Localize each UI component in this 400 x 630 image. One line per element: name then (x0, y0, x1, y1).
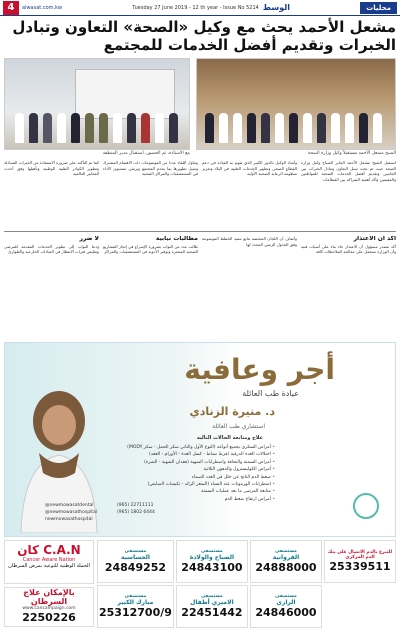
page-number: 4 (3, 1, 19, 15)
can-logo: كان C.A.N (17, 543, 81, 557)
hospital-phone-grid (97, 540, 396, 628)
top-bar (0, 0, 400, 16)
article-subhead: أكد أن الاعتذار (353, 236, 396, 242)
article-headline: مشعل الأحمد يحث مع وكيل «الصحة» التعاون وتبادل الخبرات وتقديم أفضل الخدمات للمجتمع (12, 18, 396, 54)
social-handle[interactable]: newmowasathospital (45, 517, 93, 522)
campaign-site[interactable]: www.cancampaign.com (22, 606, 76, 611)
person-figure (317, 113, 326, 143)
article-column (103, 236, 198, 336)
cancer-hotline-box (4, 587, 94, 627)
social-handles (45, 503, 97, 524)
person-figure (57, 113, 66, 143)
cell-category: للتبرع بالدم الاتصال على بنك الدم المركزي (327, 550, 393, 560)
campaign-name-en: Cancer Aware Nation (22, 557, 76, 563)
directory-cell (176, 540, 248, 583)
hotline-number[interactable]: 2250226 (22, 611, 76, 624)
blood-bank-cell (324, 540, 396, 583)
cell-phone[interactable]: 24888000 (255, 561, 317, 574)
person-figure (127, 113, 136, 143)
hospital-logo-icon (353, 493, 379, 519)
cell-name: الصباح والولادة (189, 554, 235, 561)
ad-title: أجر وعافية (184, 353, 335, 386)
article-column (301, 236, 396, 336)
cell-category: مستشفى (201, 594, 223, 599)
article-body (4, 160, 396, 228)
section-divider (4, 231, 396, 232)
campaign-name-ar: الحملة الوطنية للتوعية بمرض السرطان (8, 563, 90, 569)
list-item: • ضغط الدم الناتج عن خلل في الغدد الصماء (115, 475, 275, 480)
lower-articles (4, 236, 396, 336)
directory-cell (250, 585, 322, 628)
person-figure (359, 113, 368, 143)
person-figure (303, 113, 312, 143)
article-column: وأشاد الوكيل بالدور الكبير الذي تقوم به القيادة في دعم القطاع الصحي وتطوير الخدمات الطبية في البلاد وتعزيز منظومة الرعاية الصحية الأولية (202, 160, 297, 177)
cell-name: الرازي (276, 599, 296, 606)
cell-name: الاميري أطفال (190, 599, 234, 606)
person-figure (205, 113, 214, 143)
directory-cell (176, 585, 248, 628)
list-item: • أمراض ارتفاع ضغط الدم (115, 497, 275, 502)
cell-phone[interactable]: 25339511 (329, 560, 391, 573)
site-url[interactable]: alwasat.com.kw (22, 4, 63, 11)
issue-line: Tuesday 27 June 2019 - 12 th year - Issue No 5214 (132, 4, 259, 11)
cancer-campaign-box (4, 540, 94, 584)
list-item: • أمراض السكري بجميع أنواعه (النوع الأول والثاني سكر الحمل - سكر MODY) (115, 445, 275, 450)
cell-phone[interactable]: 24846000 (255, 606, 317, 619)
person-figure (15, 113, 24, 143)
social-handle[interactable]: @newmowasathospital (45, 510, 98, 515)
cell-category: مستشفى (124, 594, 147, 599)
article-column: استقبل الشيخ مشعل الأحمد الجابر الصباح وكيل وزارة الصحة حيث تم بحث سبل التعاون وتبادل الخبرات بين الجانبين وتقديم أفضل الخدمات الصحية للمواطنين والمقيمين وأكد أهمية الشراكة بين القطاعات (301, 160, 396, 182)
doctor-name: د. منيرة الزنادي (189, 405, 275, 418)
person-figure (141, 113, 150, 143)
hotline-directory (4, 540, 396, 628)
campaign-panel (4, 540, 94, 628)
social-handle[interactable]: @newmowasatdental (45, 503, 94, 508)
list-item: • اضطرابات الهرمونات عند النساء (الشعر الزائد - تكيسات المبايض) (115, 482, 275, 487)
cell-category: مستشفى (124, 549, 147, 554)
article-subhead: لا ضرر (79, 236, 99, 242)
article-column (4, 236, 99, 336)
list-item: • أمراض الكوليسترول والدهون الثلاثية (115, 467, 275, 472)
article-text: ودعا النواب إلى تطوير الخدمات المقدمة للمرضى وتقليص فترات الانتظار في العيادات الخارجية والطوارئ (4, 243, 99, 255)
cell-category: مستشفى (275, 594, 297, 599)
person-figure (219, 113, 228, 143)
person-figure (43, 113, 52, 143)
cell-category: مستشفى (275, 549, 297, 554)
article-column (202, 236, 297, 336)
clinic-advertisement (4, 342, 396, 537)
phone-number[interactable]: (965) 22711111 (117, 503, 154, 508)
photo-meeting-group (196, 58, 396, 150)
photo-ambulance-group (4, 58, 190, 150)
list-item: • اختلالات الغدة الدرقية (فرط نشاط - كسل الغدة - الأورام - العقد) (115, 452, 275, 457)
cell-name: الحساسية (120, 554, 150, 561)
phone-number[interactable]: (965) 1802 6444 (117, 510, 155, 515)
person-figure (85, 113, 94, 143)
photo-caption-left: مع الاستاذة، ثم الحضور، استقبال مدير المنطقة (102, 151, 190, 156)
person-figure (29, 113, 38, 143)
cell-phone[interactable]: 22451442 (181, 606, 243, 619)
person-figure (113, 113, 122, 143)
cell-name: الفروانية (272, 554, 300, 561)
person-figure (373, 113, 382, 143)
person-figure (345, 113, 354, 143)
site-link[interactable] (3, 1, 62, 15)
cell-category: مستشفى (201, 549, 223, 554)
hotline-title: بالإمكان علاج السرطان (23, 588, 75, 606)
services-list (115, 445, 275, 504)
person-figure (71, 113, 80, 143)
article-text: طالب عدد من النواب بضرورة الإسراع في إنجاز المشاريع الصحية المتعثرة وتوفير الأدوية في المستشفيات والمراكز (103, 243, 198, 255)
person-figure (275, 113, 284, 143)
person-figure (247, 113, 256, 143)
article-text: أكد مصدر مسؤول أن الاعتذار جاء بناء على أسباب فنية وأن الوزارة ستعمل على معالجة الملاحظات كافة (301, 243, 396, 255)
ambulance-shape (75, 69, 175, 119)
list-item: • أمراض السمنة والنحافة واضطرابات الشهية (فقدان الشهية - الشره) (115, 460, 275, 465)
article-column: وتناول اللقاء عددا من الموضوعات ذات الاهتمام المشترك وسبل تطويرها بما يخدم المجتمع ويرتقي بمستوى الأداء في المستشفيات والمراكز الصحية (103, 160, 198, 177)
services-title: علاج ومتابعة الحالات التالية (196, 435, 263, 441)
person-figure (99, 113, 108, 143)
person-figure (233, 113, 242, 143)
masthead (132, 3, 290, 12)
cell-phone[interactable]: 24849252 (104, 561, 167, 574)
person-figure (289, 113, 298, 143)
article-column: كما تم التأكيد على ضرورة الاستفادة من الخبرات المتبادلة وتطوير الكوادر الطبية الوطنية وتأهيلها وفق أحدث المعايير العالمية (4, 160, 99, 177)
person-figure (169, 113, 178, 143)
cell-phone[interactable]: 25312700/9 (99, 606, 172, 619)
list-item: • متابعة المرضى ما بعد عمليات السمنة (115, 489, 275, 494)
contact-info (117, 503, 155, 517)
directory-cell (250, 540, 322, 583)
ad-subtitle: عيادة طب العائلة (242, 389, 299, 398)
photo-caption-right: الشيخ مشعل الأحمد مستقبلاً وكيل وزارة الصحة (307, 151, 396, 156)
person-figure (261, 113, 270, 143)
directory-cell (97, 585, 174, 628)
article-subhead: مطالبات نيابية (155, 236, 198, 242)
person-figure (331, 113, 340, 143)
paper-logo: الوسط (262, 3, 291, 12)
directory-cell (97, 540, 174, 583)
section-tag: محليات (360, 2, 397, 14)
cell-phone[interactable]: 24843100 (181, 561, 243, 574)
person-figure (155, 113, 164, 143)
cell-name: مبارك الكبير (117, 599, 154, 606)
doctor-specialty: استشاري طب العائلة (212, 423, 265, 430)
article-text: وأضاف أن اللجان المختصة تتابع تنفيذ الخطط الموضوعة وفق الجدول الزمني المحدد لها (202, 236, 297, 247)
